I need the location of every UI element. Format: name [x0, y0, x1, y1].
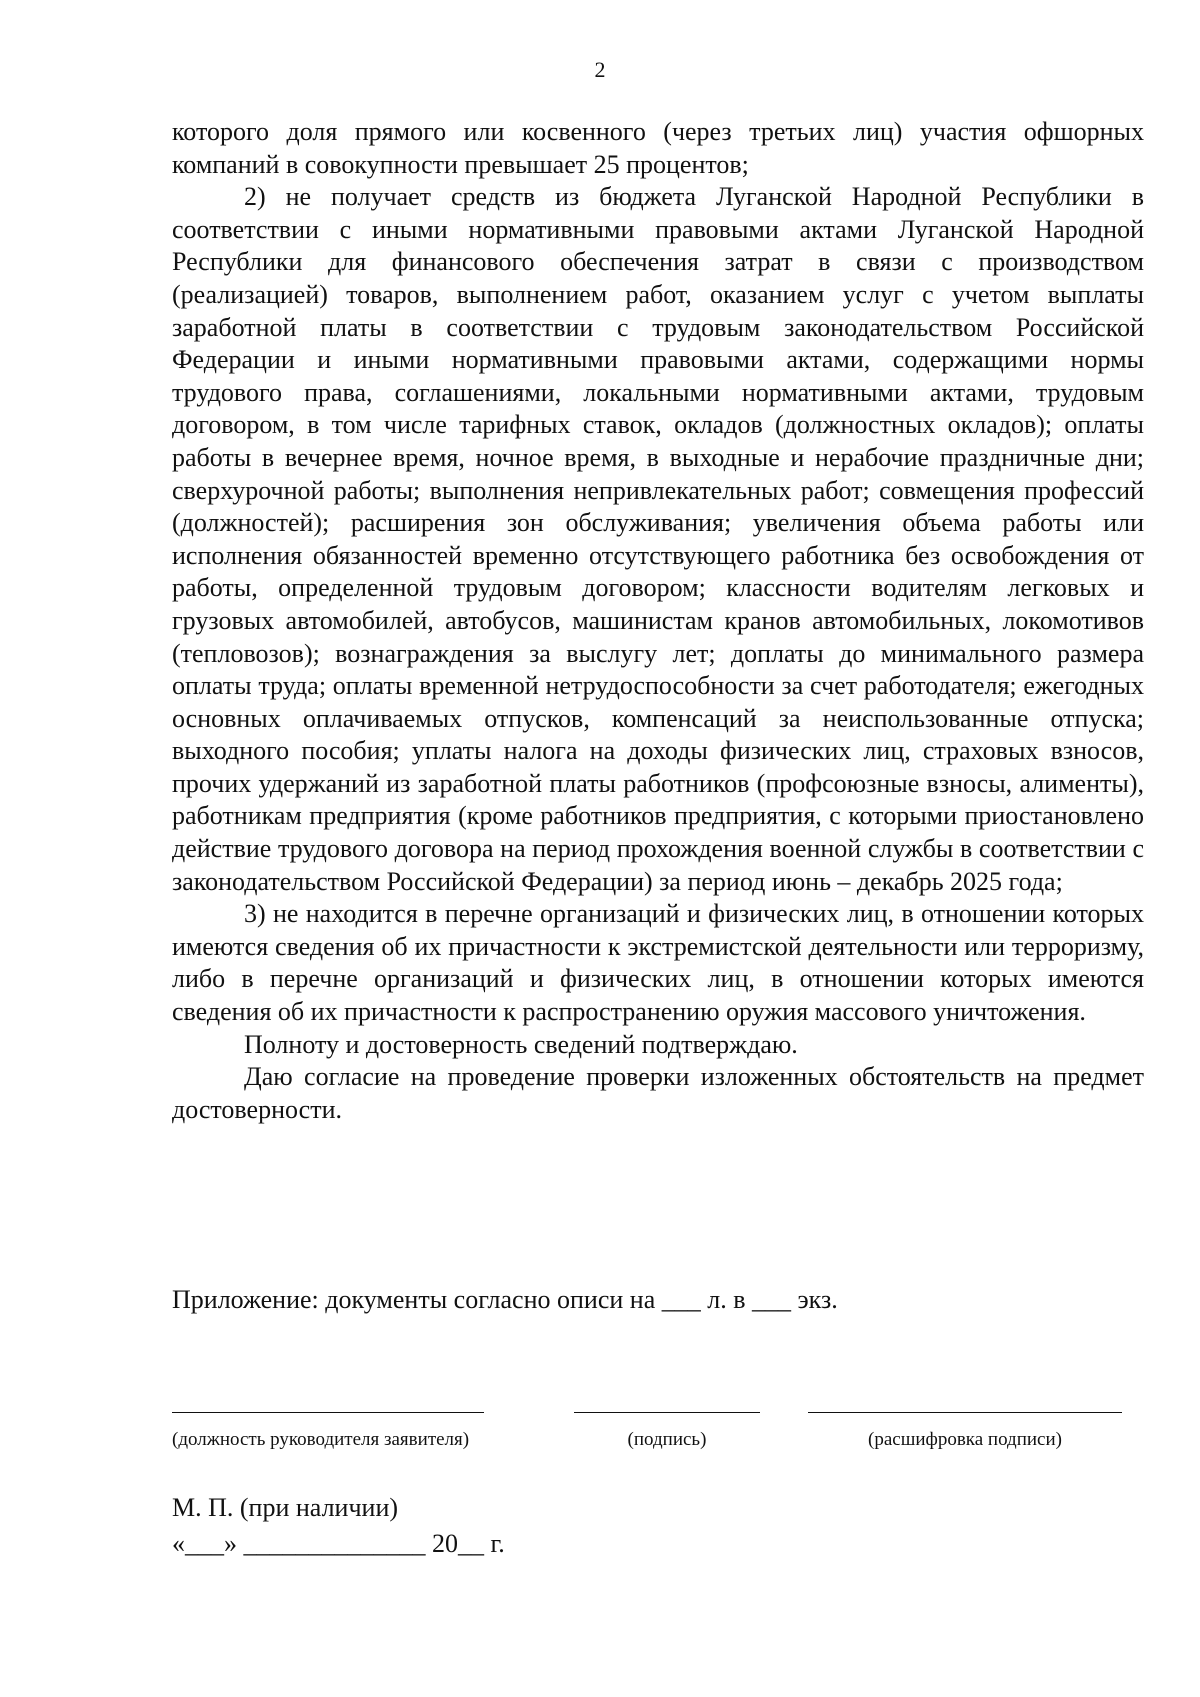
decoding-line	[808, 1412, 1122, 1413]
position-line	[172, 1412, 484, 1413]
signature-line	[574, 1412, 760, 1413]
body-paragraph: 2) не получает средств из бюджета Луганской Народной Республики в соответствии с иными нормативными правовыми актами Луганской Народной Республики для финансового обеспечения затрат в связи с производством (реализацией) товаров, выполнением работ, оказанием услуг с учетом выплаты заработной платы в соответствии с трудовым законодательством Российской Федерации и иными нормативными правовыми актами, содержащими нормы трудового права, соглашениями, локальными нормативными актами, трудовым договором, в том числе тарифных ставок, окладов (должностных окладов); оплаты работы в вечернее время, ночное время, в выходные и нерабочие праздничные дни; сверхурочной работы; выполнения непривлекательных работ; совмещения профессий (должностей); расширения зон обслуживания; увеличения объема работы или исполнения обязанностей временно отсутствующего работника без освобождения от работы, определенной трудовым договором; классности водителям легковых и грузовых автомобилей, автобусов, машинистам кранов автомобильных, локомотивов (тепловозов); вознаграждения за выслугу лет; доплаты до минимального размера оплаты труда; оплаты временной нетрудоспособности за счет работодателя; ежегодных основных оплачиваемых отпусков, компенсаций за неиспользованные отпуска; выходного пособия; уплаты налога на доходы физических лиц, страховых взносов, прочих удержаний из заработной платы работников (профсоюзные взносы, алименты), работникам предприятия (кроме работников предприятия, с которыми приостановлено действие трудового договора на период прохождения военной службы в соответствии с законодательством Российской Федерации) за период июнь – декабрь 2025 года;	[172, 182, 1144, 896]
seal-note: М. П. (при наличии)	[172, 1493, 399, 1522]
body-paragraph: Полноту и достоверность сведений подтверждаю.	[244, 1029, 798, 1059]
body-paragraph: 3) не находится в перечне организаций и физических лиц, в отношении которых имеются сведения об их причастности к экстремистской деятельности или терроризму, либо в перечне организаций и физических лиц, в отношении которых имеются сведения об их причастности к распространению оружия массового уничтожения.	[172, 899, 1144, 1027]
position-caption: (должность руководителя заявителя)	[172, 1429, 470, 1450]
body-text	[172, 116, 1144, 1126]
signature-caption: (подпись)	[627, 1429, 707, 1450]
body-paragraph: которого доля прямого или косвенного (через третьих лиц) участия офшорных компаний в совокупности превышает 25 процентов;	[172, 117, 1144, 179]
decoding-caption: (расшифровка подписи)	[868, 1429, 1062, 1450]
attachment-line: Приложение: документы согласно описи на ___ л. в ___ экз.	[172, 1285, 838, 1314]
body-paragraph: Даю согласие на проведение проверки изложенных обстоятельств на предмет достоверности.	[172, 1062, 1144, 1124]
date-line: «___» ______________ 20__ г.	[172, 1529, 505, 1558]
page-number: 2	[594, 57, 606, 82]
